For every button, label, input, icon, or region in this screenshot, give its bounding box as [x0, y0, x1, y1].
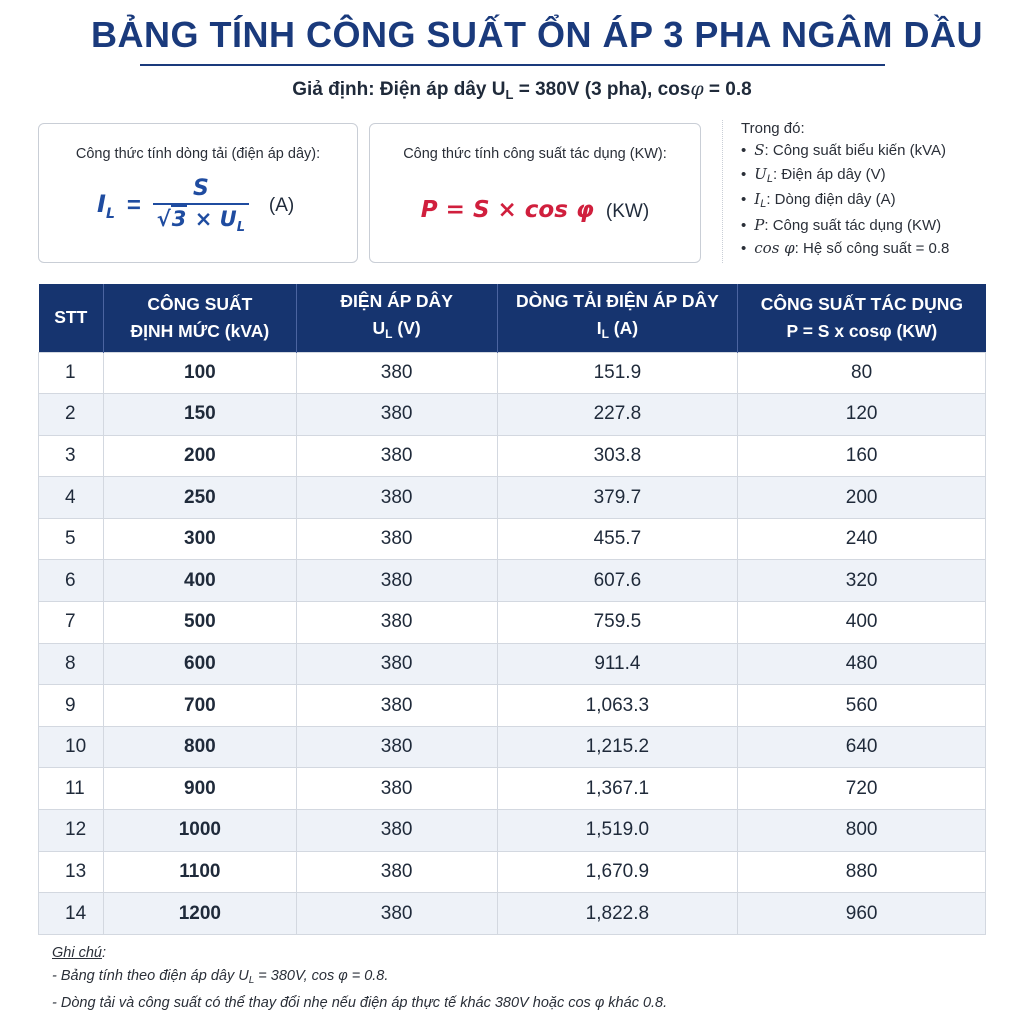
denominator-sub: L	[236, 220, 245, 235]
row-rated-kva: 800	[103, 726, 296, 768]
formula-equals: =	[126, 191, 141, 219]
row-current: 759.5	[497, 602, 738, 644]
formula-denominator	[157, 205, 245, 235]
table-row	[39, 518, 986, 560]
power-formula	[370, 196, 700, 223]
legend-text: : Điện áp dây (V)	[773, 165, 886, 183]
row-stt: 1	[39, 352, 104, 394]
row-rated-kva: 300	[103, 518, 296, 560]
current-unit: (A)	[268, 194, 295, 216]
row-rated-kva: 400	[103, 560, 296, 602]
row-voltage: 380	[296, 560, 497, 602]
legend-symbol: P	[754, 215, 765, 234]
row-voltage: 380	[296, 685, 497, 727]
row-stt: 7	[39, 602, 104, 644]
subtitle-phi: φ	[690, 78, 704, 100]
current-formula	[97, 176, 294, 235]
table-row	[39, 477, 986, 519]
power-formula-card	[369, 123, 701, 263]
notes-colon: :	[101, 945, 107, 961]
row-active-power: 560	[738, 685, 986, 727]
row-active-power: 960	[738, 893, 986, 935]
table-row	[39, 851, 986, 893]
row-rated-kva: 600	[103, 643, 296, 685]
legend-item	[741, 141, 1022, 159]
table-row	[39, 643, 986, 685]
row-active-power: 800	[738, 810, 986, 852]
table-header-row	[39, 284, 986, 352]
row-stt: 13	[39, 851, 104, 893]
row-voltage: 380	[296, 893, 497, 935]
formula-lhs	[97, 190, 115, 222]
row-stt: 9	[39, 685, 104, 727]
header-line2: U	[372, 317, 386, 338]
legend-symbol: S	[754, 141, 765, 159]
row-current: 1,822.8	[497, 893, 738, 935]
power-formula-label: Công thức tính công suất tác dụng (KW):	[403, 146, 667, 162]
header-line1: STT	[54, 307, 88, 328]
table-row	[39, 768, 986, 810]
row-current: 379.7	[497, 477, 738, 519]
assumption-subtitle	[0, 78, 1024, 102]
header-line-current	[497, 284, 738, 352]
row-rated-kva: 1100	[103, 851, 296, 893]
note-line-1	[52, 965, 667, 992]
legend-symbol: U	[754, 164, 767, 183]
row-stt: 2	[39, 394, 104, 436]
row-stt: 14	[39, 893, 104, 935]
header-line2: P = S x cosφ (KW)	[786, 320, 938, 341]
row-rated-kva: 1000	[103, 810, 296, 852]
legend-sub: L	[760, 198, 767, 210]
row-active-power: 640	[738, 726, 986, 768]
formula-numerator: S	[192, 176, 209, 201]
row-stt: 10	[39, 726, 104, 768]
row-active-power: 120	[738, 394, 986, 436]
header-line1: DÒNG TẢI ĐIỆN ÁP DÂY	[515, 290, 719, 311]
row-current: 607.6	[497, 560, 738, 602]
power-formula-expr: P = S × cos φ	[420, 197, 594, 223]
row-current: 303.8	[497, 435, 738, 477]
formula-lhs-sub: L	[105, 205, 115, 222]
legend-item	[741, 239, 1022, 257]
header-line2: ĐỊNH MỨC (kVA)	[130, 320, 270, 341]
row-current: 911.4	[497, 643, 738, 685]
row-voltage: 380	[296, 602, 497, 644]
legend-item	[741, 216, 1022, 234]
row-active-power: 160	[738, 435, 986, 477]
row-current: 1,519.0	[497, 810, 738, 852]
row-rated-kva: 100	[103, 352, 296, 394]
table-row	[39, 602, 986, 644]
row-voltage: 380	[296, 435, 497, 477]
header-stt	[39, 284, 104, 352]
current-formula-label: Công thức tính dòng tải (điện áp dây):	[75, 146, 321, 162]
row-stt: 11	[39, 768, 104, 810]
table-row	[39, 560, 986, 602]
row-rated-kva: 700	[103, 685, 296, 727]
legend-title: Trong đó:	[741, 120, 805, 137]
row-active-power: 320	[738, 560, 986, 602]
title-underline	[140, 64, 885, 66]
row-active-power: 240	[738, 518, 986, 560]
legend-item	[741, 165, 1022, 185]
legend-text: : Công suất biểu kiến (kVA)	[764, 142, 947, 159]
row-current: 227.8	[497, 394, 738, 436]
row-voltage: 380	[296, 477, 497, 519]
subtitle-sub: L	[505, 87, 514, 102]
notes-title-line	[52, 942, 667, 965]
header-line2b: (V)	[392, 317, 421, 338]
row-current: 1,063.3	[497, 685, 738, 727]
row-voltage: 380	[296, 643, 497, 685]
table-row	[39, 726, 986, 768]
formula-lhs-var: I	[97, 189, 106, 218]
note1-sub: L	[248, 975, 255, 986]
legend-sub: L	[766, 172, 774, 185]
row-stt: 12	[39, 810, 104, 852]
row-rated-kva: 500	[103, 602, 296, 644]
footnotes	[52, 942, 667, 1015]
row-current: 1,215.2	[497, 726, 738, 768]
row-rated-kva: 200	[103, 435, 296, 477]
subtitle-middle: = 380V (3 pha), cos	[513, 79, 691, 100]
header-line2: I	[596, 317, 602, 338]
row-stt: 3	[39, 435, 104, 477]
denominator-times-u: × U	[187, 207, 237, 231]
legend-symbol: I	[754, 190, 761, 208]
row-active-power: 400	[738, 602, 986, 644]
table-row	[39, 685, 986, 727]
row-rated-kva: 250	[103, 477, 296, 519]
row-voltage: 380	[296, 851, 497, 893]
header-line1: CÔNG SUẤT	[147, 293, 253, 314]
row-active-power: 480	[738, 643, 986, 685]
notes-title: Ghi chú	[52, 945, 102, 961]
row-voltage: 380	[296, 810, 497, 852]
header-rated-power	[103, 284, 296, 352]
legend-text: : Công suất tác dụng (KW)	[764, 216, 942, 234]
row-current: 1,367.1	[497, 768, 738, 810]
row-active-power: 200	[738, 477, 986, 519]
row-voltage: 380	[296, 768, 497, 810]
legend-text: : Dòng điện dây (A)	[766, 191, 896, 208]
row-current: 1,670.9	[497, 851, 738, 893]
header-active-power	[738, 284, 986, 352]
row-active-power: 880	[738, 851, 986, 893]
row-rated-kva: 150	[103, 394, 296, 436]
legend-text: : Hệ số công suất = 0.8	[794, 240, 950, 257]
header-line2b: (A)	[608, 317, 639, 338]
table-body	[39, 352, 986, 934]
row-voltage: 380	[296, 726, 497, 768]
sqrt-symbol: √	[156, 207, 171, 231]
legend-symbol: cos φ	[754, 239, 795, 257]
row-stt: 5	[39, 518, 104, 560]
legend-item	[741, 190, 1022, 210]
header-line1: CÔNG SUẤT TÁC DỤNG	[760, 293, 963, 314]
subtitle-suffix: = 0.8	[703, 79, 752, 100]
table-row	[39, 352, 986, 394]
table-row	[39, 810, 986, 852]
row-voltage: 380	[296, 352, 497, 394]
page-title: BẢNG TÍNH CÔNG SUẤT ỔN ÁP 3 PHA NGÂM DẦU	[90, 14, 984, 55]
row-current: 455.7	[497, 518, 738, 560]
table-row	[39, 394, 986, 436]
power-table	[38, 284, 986, 935]
note1-text: - Bảng tính theo điện áp dây U	[52, 968, 249, 984]
row-stt: 8	[39, 643, 104, 685]
row-stt: 4	[39, 477, 104, 519]
row-active-power: 720	[738, 768, 986, 810]
table-row	[39, 893, 986, 935]
legend-list	[741, 141, 1022, 257]
row-voltage: 380	[296, 518, 497, 560]
power-unit: (KW)	[605, 201, 650, 222]
row-voltage: 380	[296, 394, 497, 436]
row-rated-kva: 1200	[103, 893, 296, 935]
row-current: 151.9	[497, 352, 738, 394]
subtitle-prefix: Giả định: Điện áp dây U	[292, 79, 506, 100]
formula-fraction	[153, 176, 249, 235]
sqrt-radicand: 3	[171, 207, 187, 231]
header-sub: L	[601, 326, 609, 341]
row-stt: 6	[39, 560, 104, 602]
row-rated-kva: 900	[103, 768, 296, 810]
row-active-power: 80	[738, 352, 986, 394]
table-row	[39, 435, 986, 477]
header-sub: L	[385, 326, 393, 341]
symbol-legend	[722, 120, 1022, 263]
current-formula-card	[38, 123, 358, 263]
header-line1: ĐIỆN ÁP DÂY	[340, 290, 453, 311]
header-line-voltage	[296, 284, 497, 352]
note-line-2: - Dòng tải và công suất có thể thay đổi nhẹ nếu điện áp thực tế khác 380V hoặc cos φ khác 0.8.	[52, 995, 668, 1011]
note1-text-end: = 380V, cos φ = 0.8.	[254, 968, 389, 984]
